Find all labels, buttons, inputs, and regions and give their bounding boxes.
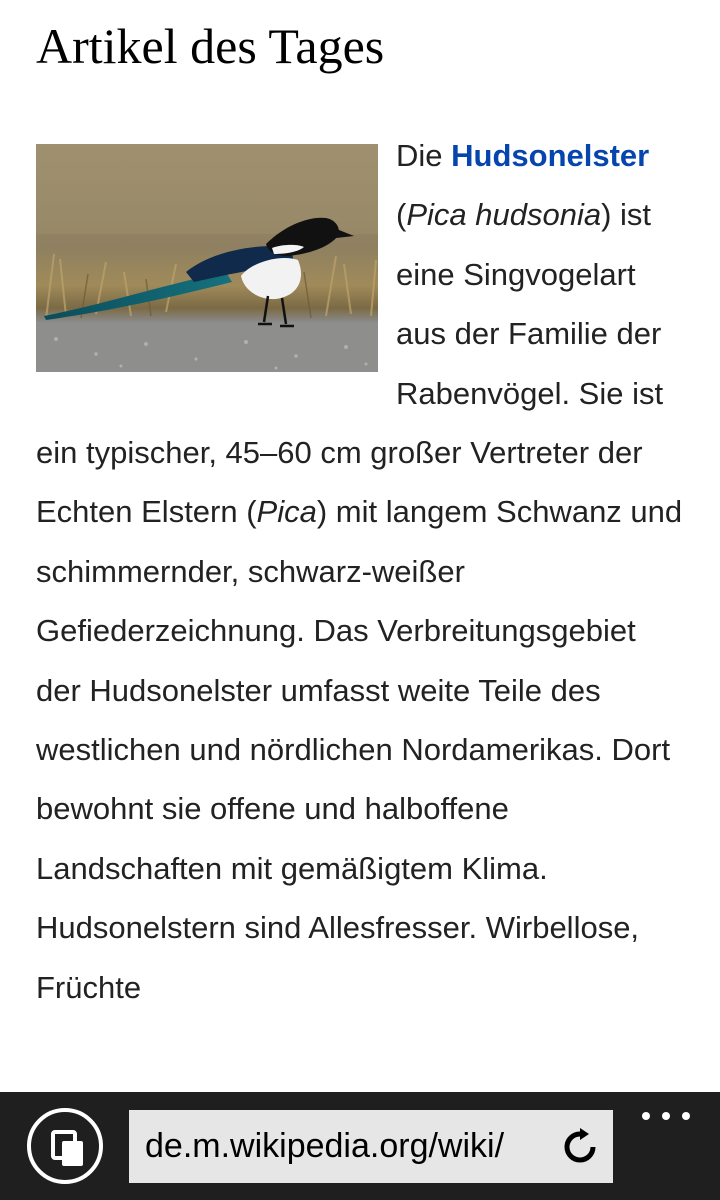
paren-open-text: ( [396,197,407,233]
body-text-1: ) ist eine Singvogelart aus der Familie der Rabenvögel. Sie ist ein typischer, 45–60 cm großer Vertreter der Echten Elstern ( [36,197,664,530]
more-dot [662,1112,670,1120]
scientific-name: Pica hudsonia [406,197,602,233]
body-text-2: ) mit langem Schwanz und schimmernder, schwarz‑weißer Gefiederzeichnung. Das Verbreitungsgebiet der Hudsonelster umfasst weite Teile des westlichen und nördlichen Nordamerikas. Dort bewohnt sie offene und halboffene Landschaften mit gemäßigtem Klima. Hudsonelstern sind Allesfresser. Wirbellose, Früchte [36,494,683,1005]
more-dots-icon[interactable] [636,1100,696,1130]
section-heading: Artikel des Tages [36,18,385,74]
article-link[interactable]: Hudsonelster [451,138,650,173]
article-text [36,126,684,1017]
magpie-image[interactable] [36,144,378,372]
address-text[interactable]: de.m.wikipedia.org/wiki/ [145,1127,505,1165]
tabs-button[interactable] [27,1108,103,1184]
intro-text: Die [396,138,452,173]
tabs-icon [51,1130,85,1168]
more-dot [682,1112,690,1120]
more-dot [642,1112,650,1120]
genus-name: Pica [256,494,317,530]
refresh-icon[interactable] [561,1128,599,1166]
address-bar[interactable] [129,1110,613,1183]
browser-app-bar [0,1092,720,1200]
